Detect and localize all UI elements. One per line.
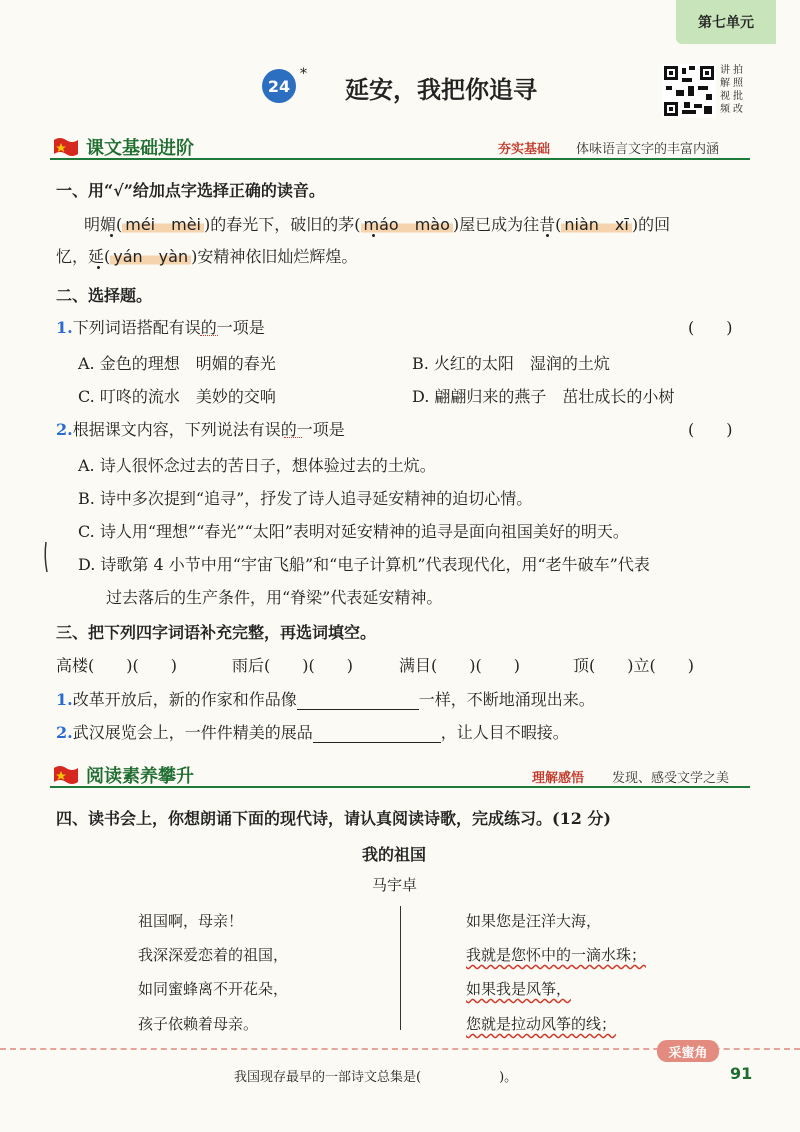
section2-title: 阅读素养攀升 [86, 766, 194, 787]
poem-right-line-3: 如果我是风筝， [466, 980, 572, 998]
wrong-emphasis [284, 437, 302, 438]
fill-blank-1[interactable] [297, 691, 419, 710]
poem-right-line-1: 如果您是汪洋大海， [466, 912, 602, 930]
q4-heading: 四、读书会上，你想朗诵下面的现代诗，请认真阅读诗歌，完成练习。(12 分) [56, 809, 611, 828]
pinyin-choice-xi[interactable]: niàn xī [561, 215, 631, 234]
emphasis-dot [97, 266, 100, 269]
lesson-number-badge [262, 69, 296, 103]
pinyin-choice-mao[interactable]: máo mào [361, 215, 453, 234]
q1-line2: 忆，延( yán yàn )安精神依旧灿烂辉煌。 [56, 247, 358, 266]
pinyin-choice-mei[interactable]: méi mèi [122, 215, 204, 234]
q1-line1: 明媚( méi mèi )的春光下，破旧的茅( máo mào )屋已成为往昔( niàn xī )的回 [84, 215, 671, 234]
qr-label-right: 拍 照 批 改 [733, 65, 743, 115]
q1-heading: 一、用“√”给加点字选择正确的读音。 [56, 181, 325, 200]
q3-word-3[interactable]: 满目( )( ) [399, 656, 520, 675]
poem-right-line-4: 您就是拉动风筝的线； [466, 1015, 617, 1033]
q2-sub2-answer-paren[interactable]: ( ) [688, 420, 733, 439]
section-flag-icon [52, 764, 80, 786]
poem-column-divider [400, 906, 401, 1030]
wrong-emphasis [200, 335, 218, 336]
lesson-number: 24 [267, 76, 291, 96]
fill-blank-2[interactable] [313, 724, 441, 743]
section-flag-icon [52, 136, 80, 158]
q2-sub2-option-b[interactable]: B. 诗中多次提到“追寻”，抒发了诗人追寻延安精神的迫切心情。 [78, 489, 533, 508]
q2-sub1-option-a[interactable]: A. 金色的理想 明媚的春光 [78, 354, 276, 373]
section2-tag-desc: 发现、感受文学之美 [612, 771, 730, 786]
q2-sub2-question: 2.根据课文内容，下列说法有误的一项是 [56, 420, 345, 439]
q2-sub1-option-d[interactable]: D. 翩翩归来的燕子 茁壮成长的小树 [412, 387, 675, 406]
q2-sub1-option-c[interactable]: C. 叮咚的流水 美妙的交响 [78, 387, 276, 406]
pinyin-choice-yan[interactable]: yán yàn [110, 247, 191, 266]
section1-tag-desc: 体味语言文字的丰富内涵 [576, 142, 720, 157]
q2-sub2-option-a[interactable]: A. 诗人很怀念过去的苦日子，想体验过去的土炕。 [78, 456, 436, 475]
q3-sentence-2: 2.武汉展览会上，一件件精美的展品 ，让人目不暇接。 [56, 723, 569, 742]
q2-heading: 二、选择题。 [56, 286, 153, 305]
section1-title: 课文基础进阶 [86, 138, 194, 159]
q2-sub2-option-c[interactable]: C. 诗人用“理想”“春光”“太阳”表明对延安精神的追寻是面向祖国美好的明天。 [78, 522, 629, 541]
q2-sub1-question: 1.下列词语搭配有误的一项是 [56, 318, 265, 337]
q2-sub1-answer-paren[interactable]: ( ) [688, 318, 733, 337]
section1-tag-red: 夯实基础 [498, 142, 551, 157]
section2-divider [50, 786, 750, 788]
unit-tab [676, 0, 776, 44]
emphasis-dot [372, 234, 375, 237]
poem-left-line-4: 孩子依赖着母亲。 [138, 1015, 259, 1033]
honey-corner-label: 采蜜角 [668, 1045, 708, 1061]
q3-word-4[interactable]: 顶( )立( ) [573, 656, 694, 675]
q3-heading: 三、把下列四字词语补充完整，再选词填空。 [56, 623, 377, 642]
q2-sub2-option-d-cont: 过去落后的生产条件，用“脊梁”代表延安精神。 [106, 588, 443, 607]
section2-tag-red: 理解感悟 [532, 771, 585, 786]
page-number: 91 [730, 1064, 753, 1083]
q3-word-1[interactable]: 高楼( )( ) [56, 656, 177, 675]
qr-label-left: 讲 解 视 频 [720, 65, 730, 115]
emphasis-dot [546, 234, 549, 237]
poem-right-line-2: 我就是您怀中的一滴水珠； [466, 946, 647, 964]
q3-word-2[interactable]: 雨后( )( ) [232, 656, 353, 675]
qr-code[interactable] [662, 64, 716, 118]
pencil-mark [42, 540, 50, 574]
q2-sub1-option-b[interactable]: B. 火红的太阳 湿润的土炕 [412, 354, 610, 373]
emphasis-dot [110, 234, 113, 237]
poem-left-line-3: 如同蜜蜂离不开花朵， [138, 980, 289, 998]
q2-sub2-option-d[interactable]: D. 诗歌第 4 小节中用“宇宙飞船”和“电子计算机”代表现代化，用“老牛破车”代表 [78, 555, 650, 574]
q3-sentence-1: 1.改革开放后，新的作家和作品像 一样，不断地涌现出来。 [56, 690, 595, 709]
poem-left-line-2: 我深深爱恋着的祖国， [138, 946, 289, 964]
lesson-star: * [300, 66, 307, 82]
poem-author: 马宇卓 [372, 876, 418, 894]
unit-tab-label: 第七单元 [698, 15, 754, 31]
section1-divider [50, 158, 750, 160]
honey-corner-badge [657, 1040, 719, 1062]
poem-left-line-1: 祖国啊，母亲！ [138, 912, 244, 930]
poem-title: 我的祖国 [362, 845, 427, 864]
footer-note: 我国现存最早的一部诗文总集是( )。 [234, 1070, 518, 1085]
lesson-title: 延安，我把你追寻 [345, 75, 537, 104]
